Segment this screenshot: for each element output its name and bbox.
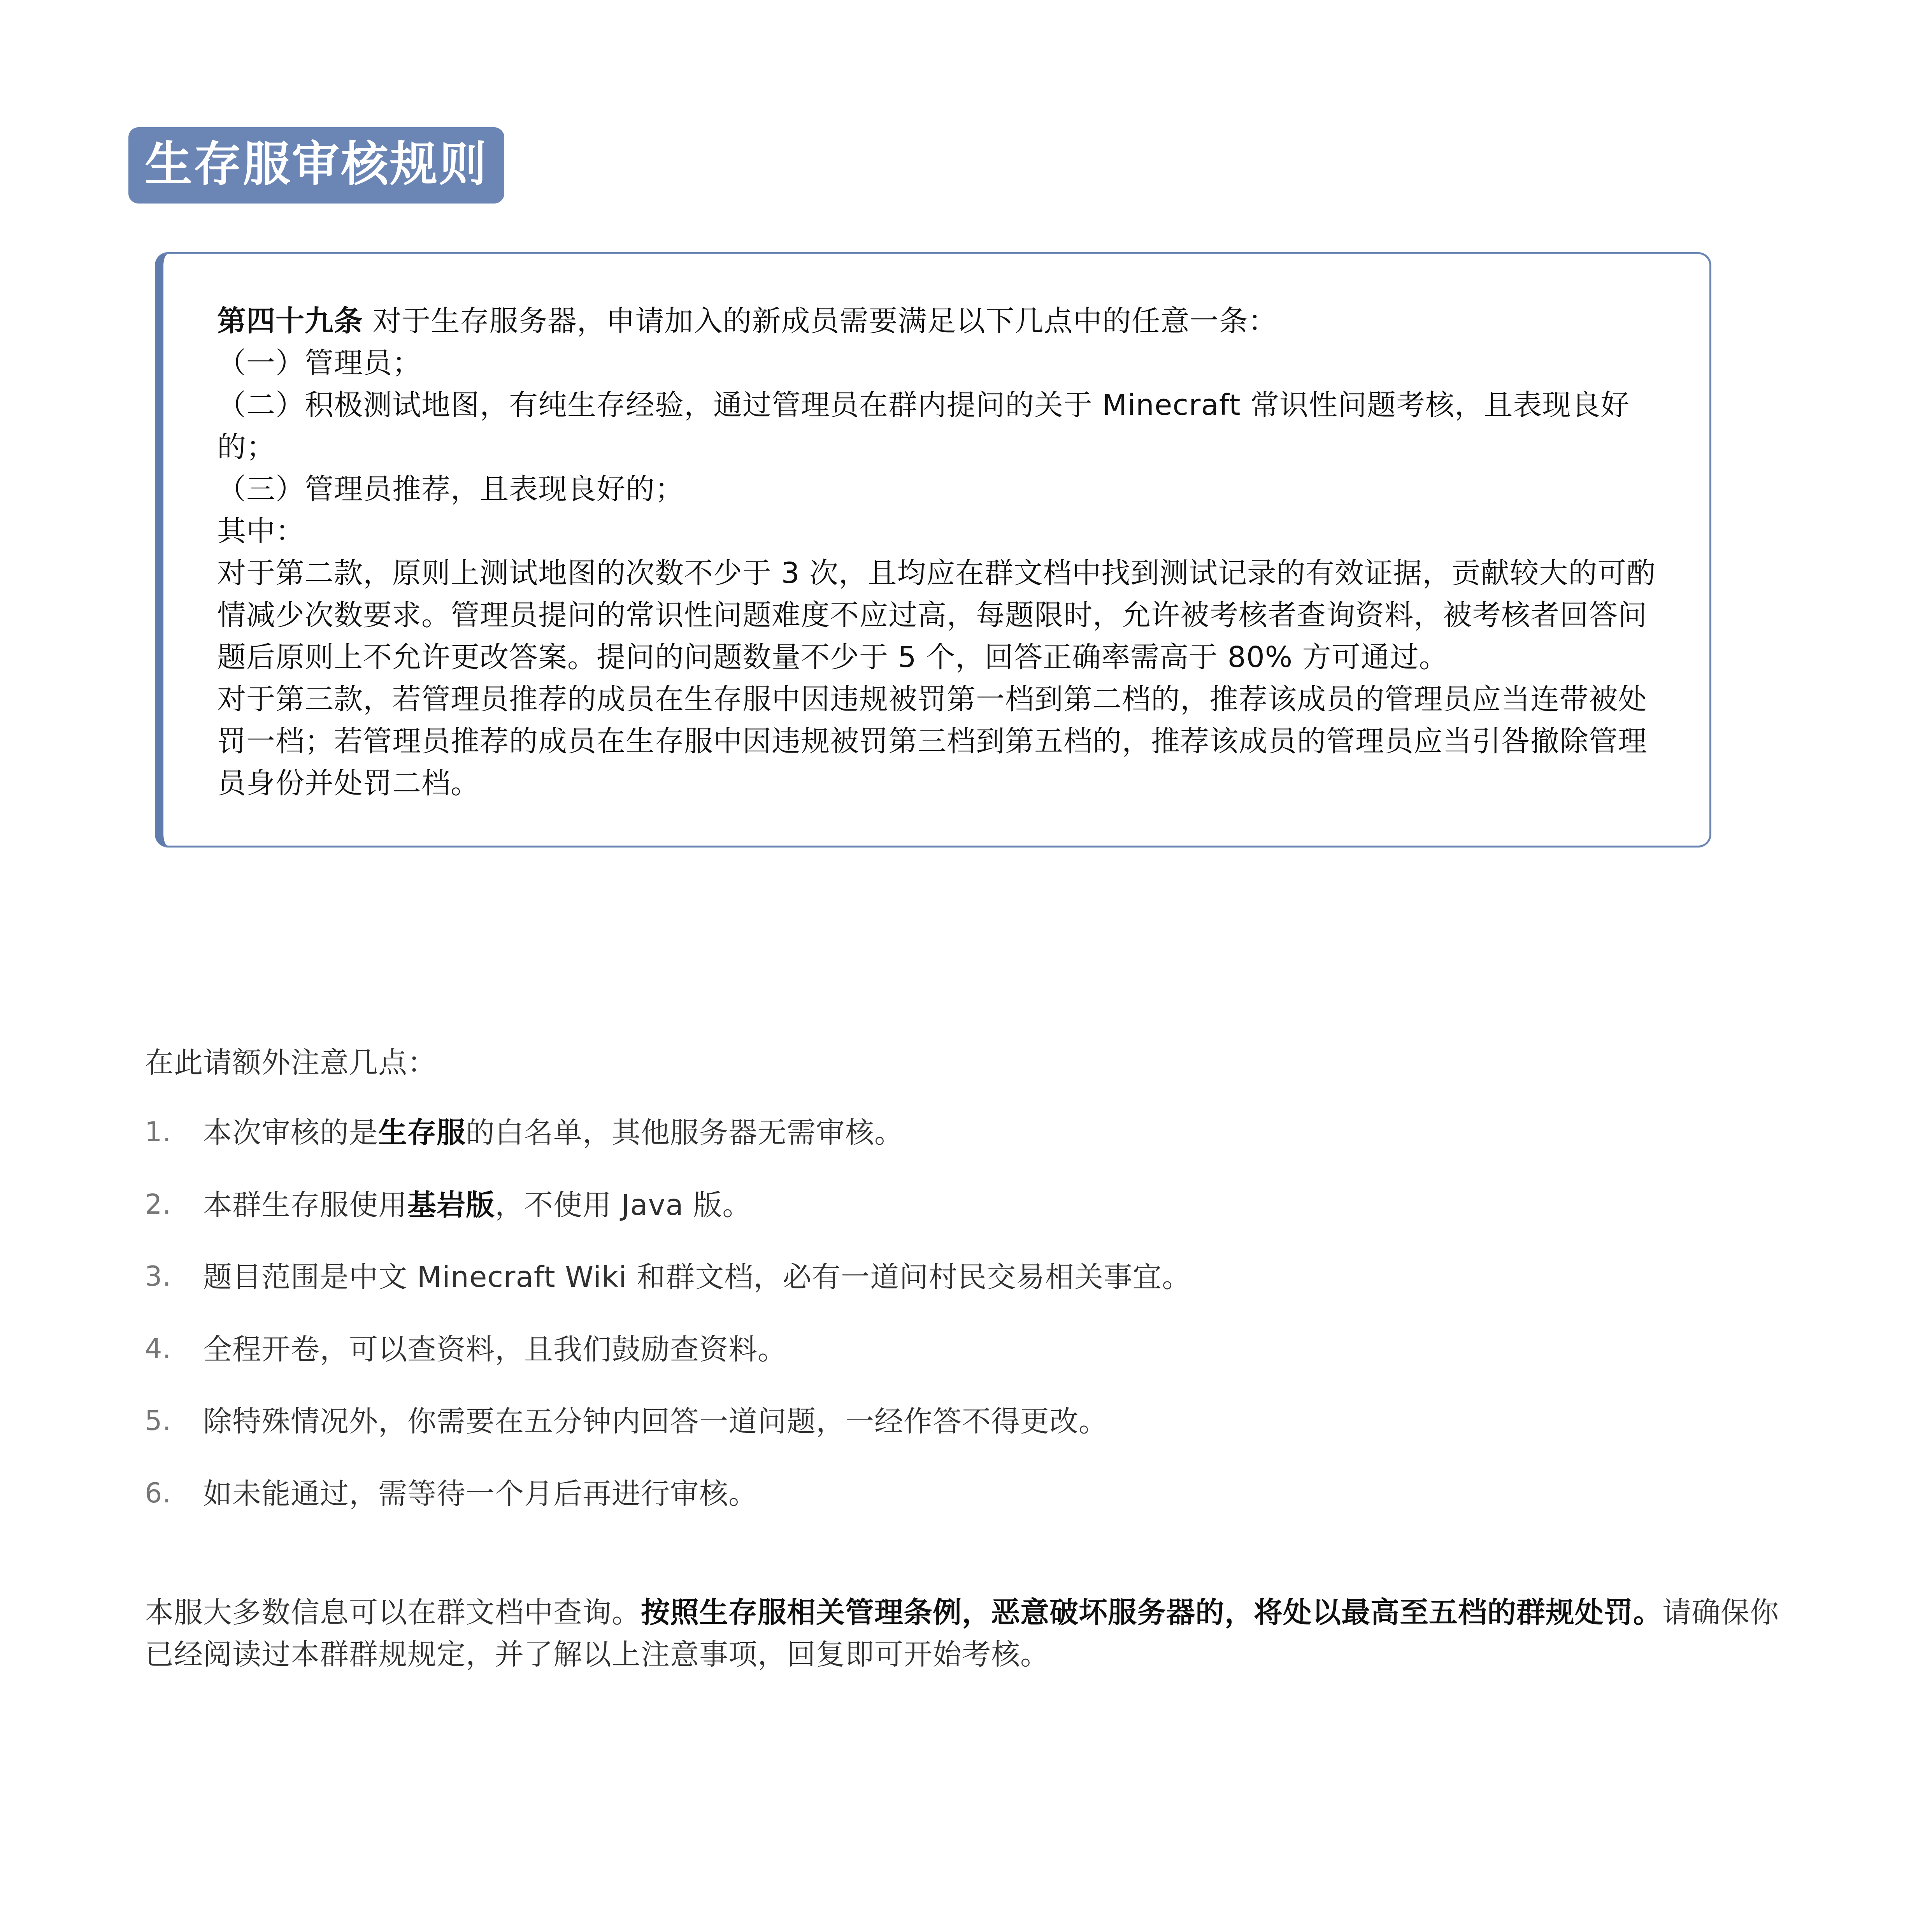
list-item: [145, 1113, 1799, 1153]
list-item: [145, 1474, 1799, 1514]
closing-after: 请确保你已经阅读过本群群规规定，并了解以上注意事项，回复即可开始考核。: [145, 1596, 1779, 1672]
list-item-number: 2.: [145, 1188, 172, 1220]
text-before: 除特殊情况外，你需要在五分钟内回答一道问题，一经作答不得更改。: [203, 1405, 1108, 1439]
text-before: 全程开卷，可以查资料，且我们鼓励查资料。: [203, 1332, 787, 1366]
page-title: 生存服审核规则: [128, 127, 504, 204]
list-item-number: 4.: [145, 1332, 172, 1365]
page-title-wrapper: [128, 127, 504, 204]
list-item-text: [203, 1402, 1799, 1442]
list-item-text: [203, 1330, 1799, 1370]
rule-paragraph-clause-3: 对于第三款，若管理员推荐的成员在生存服中因违规被罚第一档到第二档的，推荐该成员的管理员应当连带被处罚一档；若管理员推荐的成员在生存服中因违规被罚第三档到第五档的，推荐该成员的管理员应当引咎撤除管理员身份并处罚二档。: [217, 683, 1647, 800]
text-after: ，不使用 Java 版。: [495, 1188, 752, 1222]
text-before: 如未能通过，需等待一个月后再进行审核。: [203, 1477, 758, 1511]
text-before: 本次审核的是: [203, 1116, 378, 1149]
list-item-text: [203, 1185, 1799, 1226]
text-emphasis: 基岩版: [407, 1188, 495, 1222]
text-before: 本群生存服使用: [203, 1188, 407, 1222]
rule-article-label: 第四十九条: [217, 304, 363, 338]
list-item: [145, 1185, 1799, 1226]
notes-list: [145, 1113, 1799, 1546]
list-item: [145, 1402, 1799, 1442]
rule-clause-3: （三）管理员推荐，且表现良好的；: [217, 472, 684, 506]
rule-article-intro: 对于生存服务器，申请加入的新成员需要满足以下几点中的任意一条：: [363, 304, 1277, 338]
list-item-number: 1.: [145, 1116, 172, 1148]
rule-among-label: 其中：: [217, 514, 305, 548]
list-item-number: 5.: [145, 1405, 172, 1437]
list-item-text: [203, 1474, 1799, 1514]
list-item: [145, 1330, 1799, 1370]
list-item-text: [203, 1257, 1799, 1298]
closing-paragraph: [145, 1592, 1791, 1676]
rule-clause-1: （一）管理员；: [217, 346, 421, 380]
list-item-number: 6.: [145, 1477, 172, 1509]
rule-callout-box: [155, 252, 1711, 848]
closing-before: 本服大多数信息可以在群文档中查询。: [145, 1596, 641, 1629]
text-before: 题目范围是中文 Minecraft Wiki 和群文档，必有一道问村民交易相关事宜。: [203, 1260, 1191, 1294]
list-item: [145, 1257, 1799, 1298]
list-item-text: [203, 1113, 1799, 1153]
notes-intro: 在此请额外注意几点：: [145, 1046, 437, 1079]
rule-clause-2: （二）积极测试地图，有纯生存经验，通过管理员在群内提问的关于 Minecraft 常识性问题考核，且表现良好的；: [217, 388, 1630, 464]
rule-paragraph-clause-2: 对于第二款，原则上测试地图的次数不少于 3 次，且均应在群文档中找到测试记录的有效证据，贡献较大的可酌情减少次数要求。管理员提问的常识性问题难度不应过高，每题限时，允许被考核者查询资料，被考核者回答问题后原则上不允许更改答案。提问的问题数量不少于 5 个，回答正确率需高于 80% 方可通过。: [217, 556, 1656, 674]
list-item-number: 3.: [145, 1260, 172, 1293]
text-emphasis: 生存服: [378, 1116, 466, 1149]
closing-emphasis: 按照生存服相关管理条例，恶意破坏服务器的，将处以最高至五档的群规处罚。: [641, 1596, 1662, 1629]
rule-article-line: [217, 300, 1672, 342]
text-after: 的白名单，其他服务器无需审核。: [466, 1116, 904, 1149]
